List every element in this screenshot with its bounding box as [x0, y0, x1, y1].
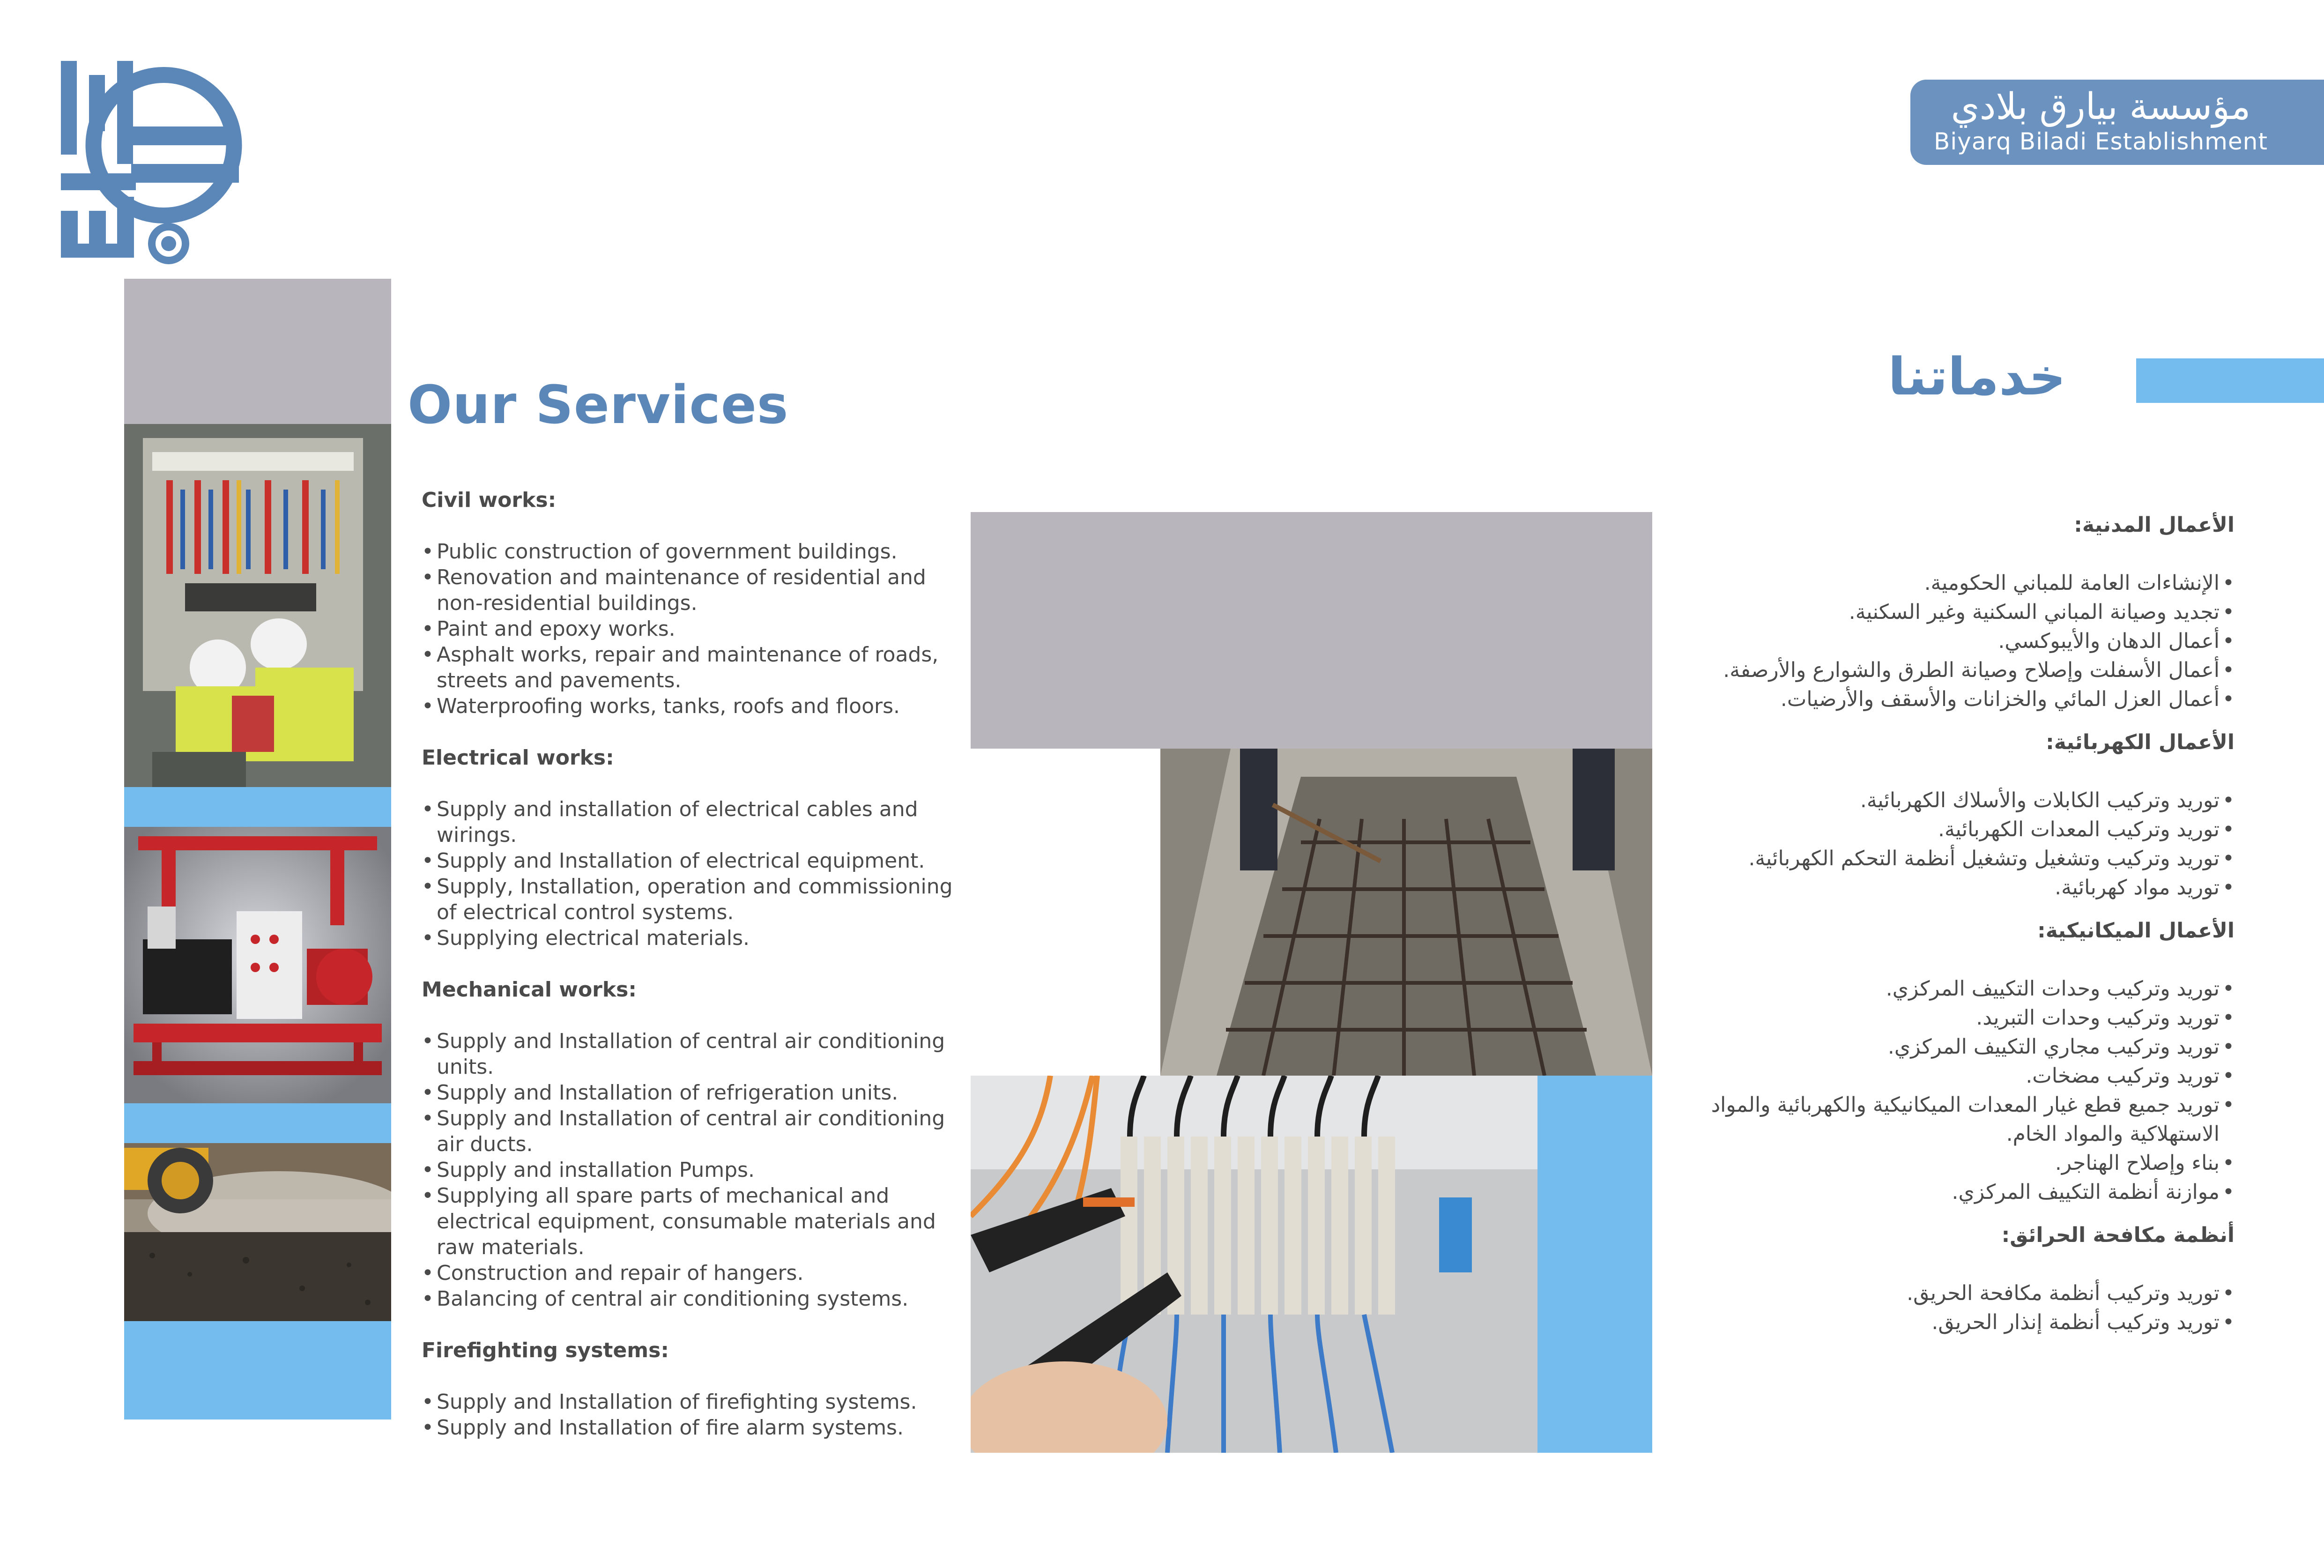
section-title-firefighting-en: Firefighting systems: [422, 1338, 669, 1362]
list-item: • Supply and Installation of central air conditioning units. [422, 1028, 960, 1080]
section-title-electrical-ar: الأعمال الكهربائية: [2046, 730, 2235, 754]
our-services-heading: Our Services [408, 375, 789, 436]
blue-band-left-2 [124, 1103, 391, 1143]
list-item: • Supply and Installation of electrical equipment. [422, 848, 960, 874]
section-title-civil-ar: الأعمال المدنية: [2074, 513, 2235, 537]
brand-name-badge [1910, 80, 2324, 165]
list-item: • Asphalt works, repair and maintenance of roads, streets and pavements. [422, 642, 960, 693]
list-item: • Construction and repair of hangers. [422, 1260, 960, 1286]
arabic-services-heading: خدماتنا [1888, 347, 2066, 407]
mechanical-works-list-ar [1668, 974, 2235, 1207]
electrician-testing-photo [971, 1076, 1537, 1453]
list-item: • توريد وتركيب المعدات الكهربائية. [1668, 815, 2235, 844]
list-item: • توريد وتركيب أنظمة مكافحة الحريق. [1668, 1279, 2235, 1308]
list-item: • Supply and installation Pumps. [422, 1157, 960, 1183]
section-title-firefighting-ar: أنظمة مكافحة الحرائق: [2001, 1223, 2235, 1247]
list-item: • Waterproofing works, tanks, roofs and floors. [422, 693, 960, 719]
section-title-mechanical-en: Mechanical works: [422, 978, 637, 1002]
electrical-works-list-ar [1668, 786, 2235, 902]
concrete-rebar-photo [1160, 749, 1652, 1076]
firefighting-list-en [422, 1389, 960, 1441]
gray-block-center [971, 512, 1652, 749]
list-item: • Supply and Installation of fire alarm systems. [422, 1415, 960, 1441]
list-item: • توريد وتركيب أنظمة إنذار الحريق. [1668, 1308, 2235, 1337]
list-item: • توريد وتركيب وتشغيل وتشغيل أنظمة التحكم الكهربائية. [1668, 844, 2235, 873]
list-item: • Public construction of government buildings. [422, 539, 960, 565]
civil-works-list-en [422, 539, 960, 719]
blue-block-center [1537, 1076, 1652, 1453]
mechanical-works-list-en [422, 1028, 960, 1312]
brand-name-arabic: مؤسسة بيارق بلادي [1951, 86, 2251, 128]
list-item: • توريد وتركيب الكابلات والأسلاك الكهربائية. [1668, 786, 2235, 815]
list-item: • بناء وإصلاح الهناجر. [1668, 1149, 2235, 1178]
list-item: • أعمال الدهان والأيبوكسي. [1668, 627, 2235, 656]
list-item: • Supplying all spare parts of mechanical and electrical equipment, consumable materials and raw materials. [422, 1183, 960, 1260]
list-item: • توريد مواد كهربائية. [1668, 873, 2235, 902]
electrical-panel-photo [124, 424, 391, 787]
section-title-civil-en: Civil works: [422, 488, 557, 512]
fire-pump-photo [124, 827, 391, 1103]
services-english [422, 487, 960, 1441]
list-item: • الإنشاءات العامة للمباني الحكومية. [1668, 569, 2235, 598]
blue-band-left-1 [124, 787, 391, 827]
list-item: • موازنة أنظمة التكييف المركزي. [1668, 1178, 2235, 1207]
list-item: • Balancing of central air conditioning systems. [422, 1286, 960, 1312]
brand-name-english: Biyarq Biladi Establishment [1934, 128, 2268, 155]
list-item: • تجديد وصيانة المباني السكنية وغير السكنية. [1668, 598, 2235, 627]
gray-block-top-left [124, 279, 391, 424]
list-item: • توريد وتركيب وحدات التكييف المركزي. [1668, 974, 2235, 1003]
list-item: • Supply and Installation of firefighting systems. [422, 1389, 960, 1415]
firefighting-list-ar [1668, 1279, 2235, 1337]
civil-works-list-ar [1668, 569, 2235, 714]
company-logo [56, 56, 248, 272]
services-arabic [1668, 511, 2235, 1337]
list-item: • توريد جميع قطع غيار المعدات الميكانيكية والكهربائية والمواد الاستهلاكية والمواد الخام. [1668, 1091, 2235, 1149]
list-item: • توريد وتركيب وحدات التبريد. [1668, 1003, 2235, 1033]
heading-accent-bar [2136, 358, 2324, 403]
list-item: • Supply and Installation of central air conditioning air ducts. [422, 1106, 960, 1157]
list-item: • توريد وتركيب مضخات. [1668, 1062, 2235, 1091]
list-item: • أعمال الأسفلت وإصلاح وصيانة الطرق والشوارع والأرصفة. [1668, 656, 2235, 685]
blue-band-left-3 [124, 1321, 391, 1419]
electrical-works-list-en [422, 796, 960, 951]
list-item: • Supply and installation of electrical cables and wirings. [422, 796, 960, 848]
list-item: • Paint and epoxy works. [422, 616, 960, 642]
list-item: • Supply and Installation of refrigeration units. [422, 1080, 960, 1106]
section-title-electrical-en: Electrical works: [422, 746, 614, 770]
list-item: • Renovation and maintenance of residential and non-residential buildings. [422, 565, 960, 616]
asphalt-roller-photo [124, 1143, 391, 1321]
list-item: • توريد وتركيب مجاري التكييف المركزي. [1668, 1033, 2235, 1062]
section-title-mechanical-ar: الأعمال الميكانيكية: [2037, 919, 2235, 943]
list-item: • Supplying electrical materials. [422, 925, 960, 951]
list-item: • Supply, Installation, operation and commissioning of electrical control systems. [422, 874, 960, 925]
list-item: • أعمال العزل المائي والخزانات والأسقف والأرضيات. [1668, 685, 2235, 714]
